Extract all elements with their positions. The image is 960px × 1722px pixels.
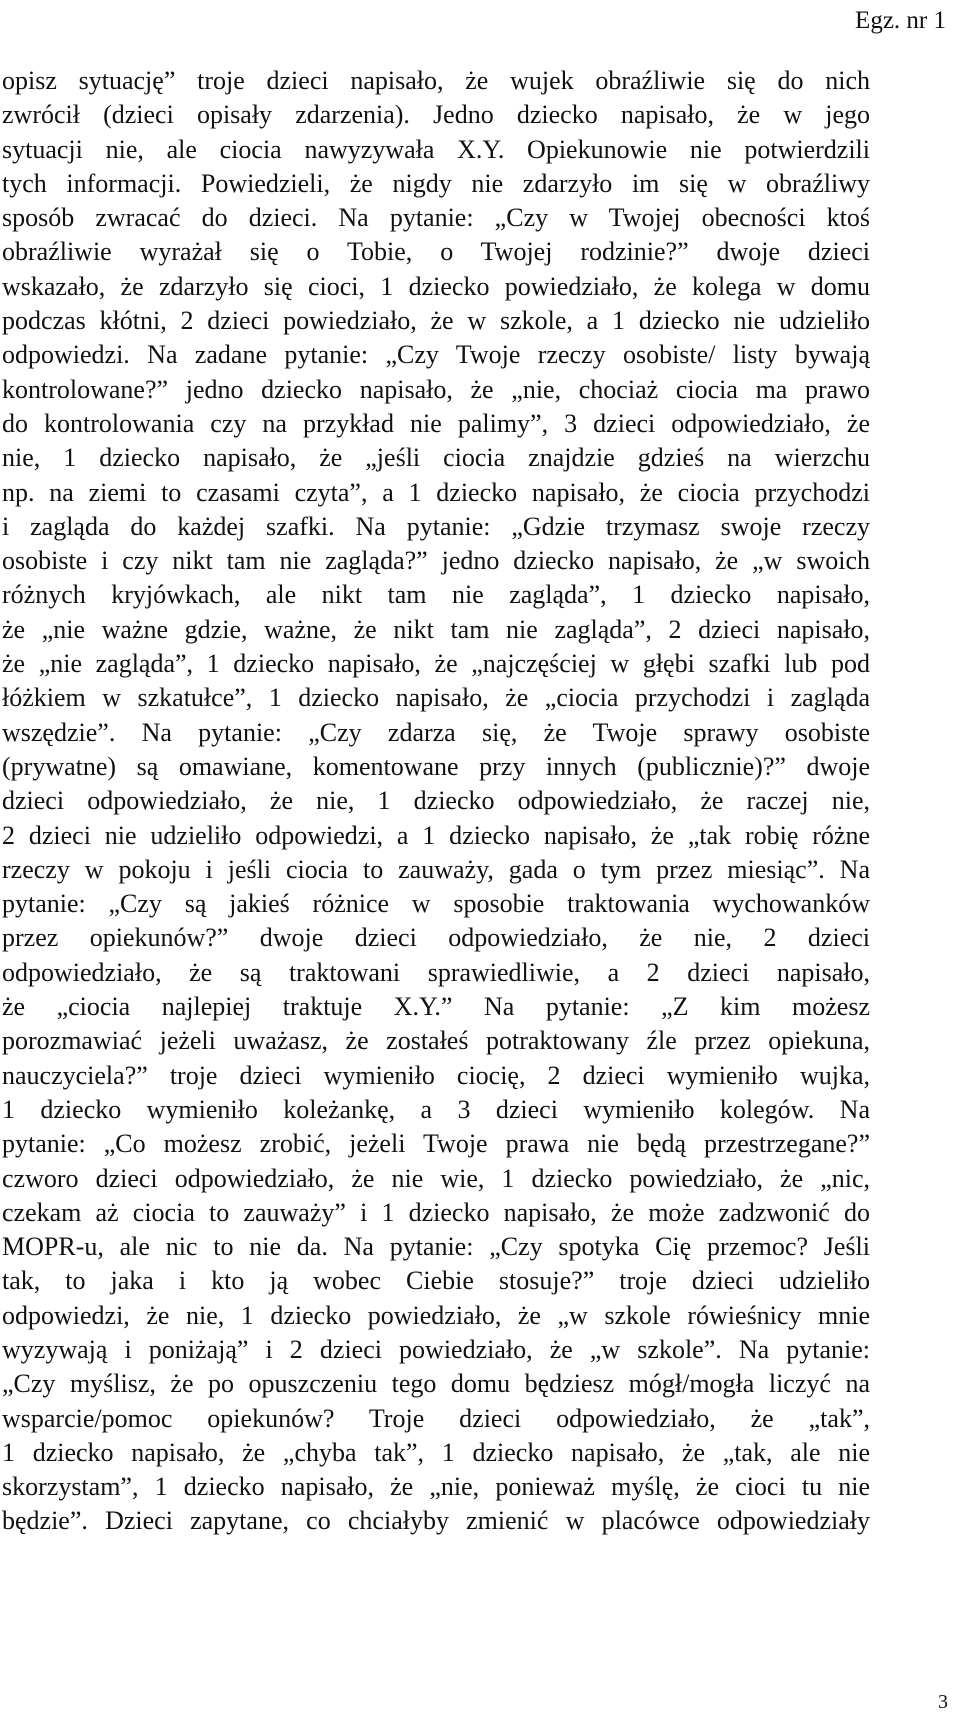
text-line: nie, 1 dziecko napisało, że „jeśli ciocia znajdzie gdzieś na wierzchu [2, 443, 870, 473]
text-line: że „nie zagląda”, 1 dziecko napisało, że „najczęściej w głębi szafki lub pod [2, 649, 870, 679]
text-line: sytuacji nie, ale ciocia nawyzywała X.Y. Opiekunowie nie potwierdzili [2, 134, 870, 164]
text-line: że „nie ważne gdzie, ważne, że nikt tam nie zagląda”, 2 dzieci napisało, [2, 614, 870, 644]
text-line: do kontrolowania czy na przykład nie palimy”, 3 dzieci odpowiedziało, że [2, 408, 870, 438]
text-line: tych informacji. Powiedzieli, że nigdy nie zdarzyło im się w obraźliwy [2, 168, 870, 198]
text-line: skorzystam”, 1 dziecko napisało, że „nie, ponieważ myślę, że cioci tu nie [2, 1472, 870, 1502]
text-line: tak, to jaka i kto ją wobec Ciebie stosuje?” troje dzieci udzieliło [2, 1266, 870, 1296]
text-line: 1 dziecko napisało, że „chyba tak”, 1 dziecko napisało, że „tak, ale nie [2, 1437, 870, 1467]
text-line: odpowiedziało, że są traktowani sprawiedliwie, a 2 dzieci napisało, [2, 957, 870, 987]
text-line: opisz sytuację” troje dzieci napisało, że wujek obraźliwie się do nich [2, 66, 870, 95]
document-number-label: Egz. nr 1 [855, 7, 946, 34]
text-line: odpowiedzi. Na zadane pytanie: „Czy Twoje rzeczy osobiste/ listy bywają [2, 340, 870, 370]
text-line: odpowiedzi, że nie, 1 dziecko powiedziało, że „w szkole rówieśnicy mnie [2, 1300, 870, 1330]
text-line: że „ciocia najlepiej traktuje X.Y.” Na pytanie: „Z kim możesz [2, 992, 870, 1022]
text-line: pytanie: „Co możesz zrobić, jeżeli Twoje prawa nie będą przestrzegane?” [2, 1129, 870, 1159]
text-line: nauczyciela?” troje dzieci wymieniło ciocię, 2 dzieci wymieniło wujka, [2, 1060, 870, 1090]
text-line: czworo dzieci odpowiedziało, że nie wie, 1 dziecko powiedziało, że „nic, [2, 1163, 870, 1193]
text-line: i zagląda do każdej szafki. Na pytanie: „Gdzie trzymasz swoje rzeczy [2, 511, 870, 541]
text-line: (prywatne) są omawiane, komentowane przy innych (publicznie)?” dwoje [2, 751, 870, 781]
text-line: kontrolowane?” jedno dziecko napisało, że „nie, chociaż ciocia ma prawo [2, 374, 870, 404]
text-line: sposób zwracać do dzieci. Na pytanie: „Czy w Twojej obecności ktoś [2, 203, 870, 233]
text-line: łóżkiem w szkatułce”, 1 dziecko napisało, że „ciocia przychodzi i zagląda [2, 683, 870, 713]
text-line: dzieci odpowiedziało, że nie, 1 dziecko odpowiedziało, że raczej nie, [2, 786, 870, 816]
text-line: podczas kłótni, 2 dzieci powiedziało, że w szkole, a 1 dziecko nie udzieliło [2, 306, 870, 336]
text-line: przez opiekunów?” dwoje dzieci odpowiedziało, że nie, 2 dzieci [2, 923, 870, 953]
text-line: czekam aż ciocia to zauważy” i 1 dziecko napisało, że może zadzwonić do [2, 1197, 870, 1227]
text-line: np. na ziemi to czasami czyta”, a 1 dziecko napisało, że ciocia przychodzi [2, 477, 870, 507]
report-body-text [2, 64, 870, 1539]
text-line: wszędzie”. Na pytanie: „Czy zdarza się, że Twoje sprawy osobiste [2, 717, 870, 747]
page-number: 3 [938, 1691, 948, 1713]
text-line: wsparcie/pomoc opiekunów? Troje dzieci odpowiedziało, że „tak”, [2, 1403, 870, 1433]
text-line: MOPR-u, ale nic to nie da. Na pytanie: „Czy spotyka Cię przemoc? Jeśli [2, 1232, 870, 1262]
text-line: 1 dziecko wymieniło koleżankę, a 3 dzieci wymieniło kolegów. Na [2, 1094, 870, 1124]
text-line: wskazało, że zdarzyło się cioci, 1 dziecko powiedziało, że kolega w domu [2, 271, 870, 301]
text-line: „Czy myślisz, że po opuszczeniu tego domu będziesz mógł/mogła liczyć na [2, 1369, 870, 1399]
text-line: różnych kryjówkach, ale nikt tam nie zagląda”, 1 dziecko napisało, [2, 580, 870, 610]
text-line: wyzywają i poniżają” i 2 dzieci powiedziało, że „w szkole”. Na pytanie: [2, 1334, 870, 1364]
text-line: pytanie: „Czy są jakieś różnice w sposobie traktowania wychowanków [2, 889, 870, 919]
text-line: osobiste i czy nikt tam nie zagląda?” jedno dziecko napisało, że „w swoich [2, 546, 870, 576]
text-line: zwrócił (dzieci opisały zdarzenia). Jedno dziecko napisało, że w jego [2, 100, 870, 130]
text-line: będzie”. Dzieci zapytane, co chciałyby zmienić w placówce odpowiedziały [2, 1506, 870, 1536]
text-line: obraźliwie wyrażał się o Tobie, o Twojej rodzinie?” dwoje dzieci [2, 237, 870, 267]
text-line: rzeczy w pokoju i jeśli ciocia to zauważy, gada o tym przez miesiąc”. Na [2, 854, 870, 884]
text-line: 2 dzieci nie udzieliło odpowiedzi, a 1 dziecko napisało, że „tak robię różne [2, 820, 870, 850]
text-line: porozmawiać jeżeli uważasz, że zostałeś potraktowany źle przez opiekuna, [2, 1026, 870, 1056]
